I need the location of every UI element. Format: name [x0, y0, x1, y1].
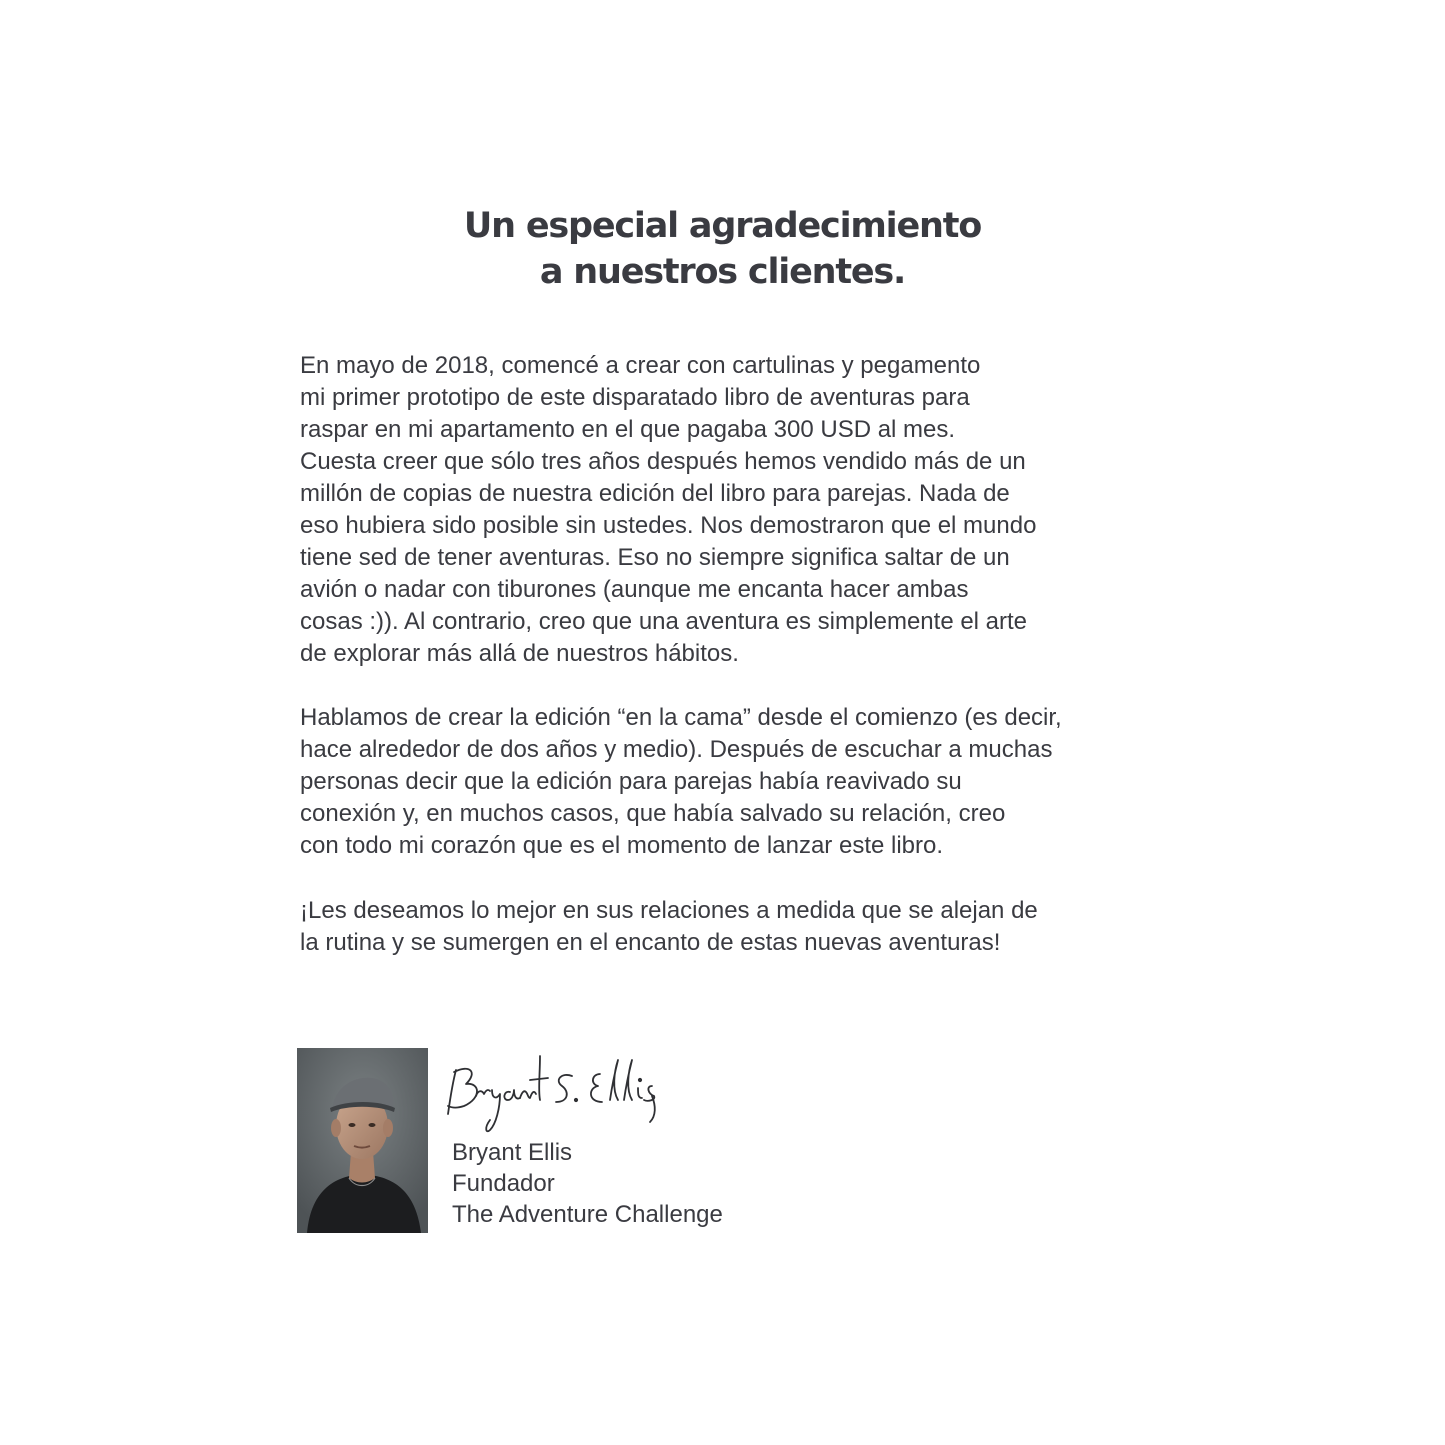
- text-line: conexión y, en muchos casos, que había salvado su relación, creo: [300, 800, 1006, 827]
- text-line: mi primer prototipo de este disparatado libro de aventuras para: [300, 384, 970, 411]
- text-line: hace alrededor de dos años y medio). Después de escuchar a muchas: [300, 736, 1053, 763]
- text-line: cosas :)). Al contrario, creo que una aventura es simplemente el arte: [300, 608, 1028, 635]
- text-line: avión o nadar con tiburones (aunque me encanta hacer ambas: [300, 576, 969, 603]
- page-title: [0, 203, 1445, 295]
- title-line: a nuestros clientes.: [539, 252, 906, 292]
- text-line: con todo mi corazón que es el momento de lanzar este libro.: [300, 832, 944, 859]
- author-role: Fundador: [452, 1170, 555, 1197]
- text-line: tiene sed de tener aventuras. Eso no siempre significa saltar de un: [300, 544, 1010, 571]
- text-line: Cuesta creer que sólo tres años después hemos vendido más de un: [300, 448, 1026, 475]
- title-line: Un especial agradecimiento: [463, 206, 982, 246]
- paragraph-2: [300, 702, 1160, 862]
- author-name: Bryant Ellis: [452, 1139, 573, 1166]
- author-photo: [297, 1048, 428, 1233]
- text-line: millón de copias de nuestra edición del libro para parejas. Nada de: [300, 480, 1010, 507]
- paragraph-3: [300, 895, 1160, 959]
- text-line: personas decir que la edición para parejas había reavivado su: [300, 768, 962, 795]
- text-line: eso hubiera sido posible sin ustedes. Nos demostraron que el mundo: [300, 512, 1037, 539]
- text-line: de explorar más allá de nuestros hábitos.: [300, 640, 739, 667]
- text-line: raspar en mi apartamento en el que pagaba 300 USD al mes.: [300, 416, 956, 443]
- handwritten-signature: [444, 1050, 674, 1135]
- text-line: Hablamos de crear la edición “en la cama” desde el comienzo (es decir,: [300, 704, 1062, 731]
- text-line: la rutina y se sumergen en el encanto de estas nuevas aventuras!: [300, 929, 1001, 956]
- author-company: The Adventure Challenge: [452, 1201, 723, 1228]
- text-line: ¡Les deseamos lo mejor en sus relaciones a medida que se alejan de: [300, 897, 1038, 924]
- signature-block: [452, 1137, 723, 1230]
- paragraph-1: [300, 350, 1160, 670]
- text-line: En mayo de 2018, comencé a crear con cartulinas y pegamento: [300, 352, 981, 379]
